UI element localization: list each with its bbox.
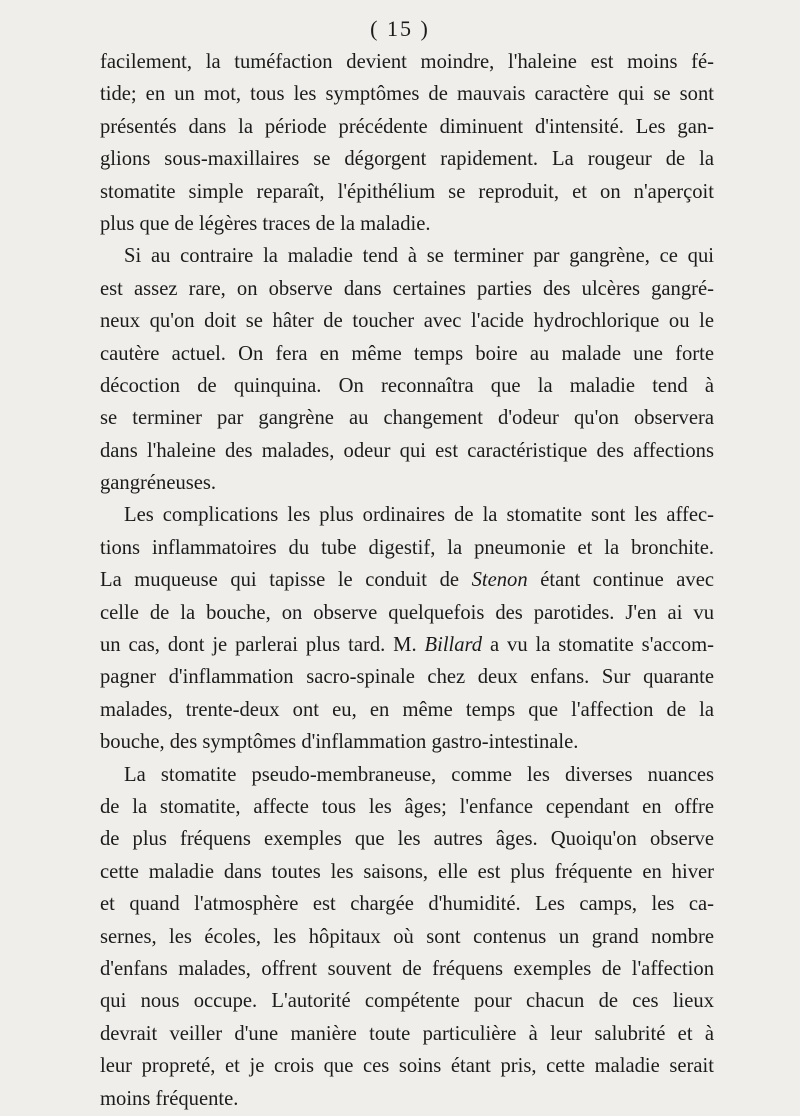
text-line: glions sous-maxillaires se dégorgent rapidement. La rougeur de la <box>100 148 714 171</box>
text-line: pagner d'inflammation sacro-spinale chez deux enfans. Sur quarante <box>100 666 714 689</box>
text-line: La stomatite pseudo-membraneuse, comme les diverses nuances <box>124 763 714 786</box>
text-line: se terminer par gangrène au changement d'odeur qu'on observera <box>100 407 714 430</box>
text-line: décoction de quinquina. On reconnaîtra que la maladie tend à <box>100 374 714 397</box>
body-text <box>100 46 714 1115</box>
page-number: ( 15 ) <box>370 16 430 41</box>
text-line: tide; en un mot, tous les symptômes de mauvais caractère qui se sont <box>100 83 714 106</box>
text-line: de plus fréquens exemples que les autres âges. Quoiqu'on observe <box>100 828 714 851</box>
text-line: bouche, des symptômes d'inflammation gastro-intestinale. <box>100 731 579 754</box>
text-line: facilement, la tuméfaction devient moindre, l'haleine est moins fé- <box>100 51 714 73</box>
text-line: qui nous occupe. L'autorité compétente pour chacun de ces lieux <box>100 990 714 1013</box>
text-line: Si au contraire la maladie tend à se terminer par gangrène, ce qui <box>124 245 714 268</box>
text-line: dans l'haleine des malades, odeur qui est caractéristique des affections <box>100 439 714 462</box>
text-line: celle de la bouche, on observe quelquefois des parotides. J'en ai vu <box>100 601 714 624</box>
text-line: d'enfans malades, offrent souvent de fréquens exemples de l'affection <box>100 957 714 980</box>
text-line: gangréneuses. <box>100 472 217 495</box>
text-line: cette maladie dans toutes les saisons, elle est plus fréquente en hiver <box>100 860 714 883</box>
text-line: neux qu'on doit se hâter de toucher avec l'acide hydrochlorique ou le <box>100 310 714 333</box>
text-line: tions inflammatoires du tube digestif, la pneumonie et la bronchite. <box>100 536 714 559</box>
text-line: malades, trente-deux ont eu, en même temps que l'affection de la <box>100 698 714 721</box>
text-line: moins fréquente. <box>100 1087 239 1110</box>
text-line: leur propreté, et je crois que ces soins étant pris, cette maladie serait <box>100 1055 714 1078</box>
text-line: Les complications les plus ordinaires de la stomatite sont les affec- <box>124 504 714 527</box>
text-line: plus que de légères traces de la maladie. <box>100 212 431 235</box>
text-line: est assez rare, on observe dans certaines parties des ulcères gangré- <box>100 277 714 300</box>
text-line: devrait veiller d'une manière toute particulière à leur salubrité et à <box>100 1022 714 1045</box>
text-line: cautère actuel. On fera en même temps boire au malade une forte <box>100 342 714 365</box>
text-line: La muqueuse qui tapisse le conduit de Stenon étant continue avec <box>100 569 714 592</box>
text-line: un cas, dont je parlerai plus tard. M. Billard a vu la stomatite s'accom- <box>100 634 714 657</box>
text-line: sernes, les écoles, les hôpitaux où sont contenus un grand nombre <box>100 925 714 948</box>
text-line: et quand l'atmosphère est chargée d'humidité. Les camps, les ca- <box>100 893 714 916</box>
text-line: stomatite simple reparaît, l'épithélium se reproduit, et on n'aperçoit <box>100 180 714 203</box>
text-line: de la stomatite, affecte tous les âges; l'enfance cependant en offre <box>100 795 714 818</box>
text-line: présentés dans la période précédente diminuent d'intensité. Les gan- <box>100 115 714 138</box>
